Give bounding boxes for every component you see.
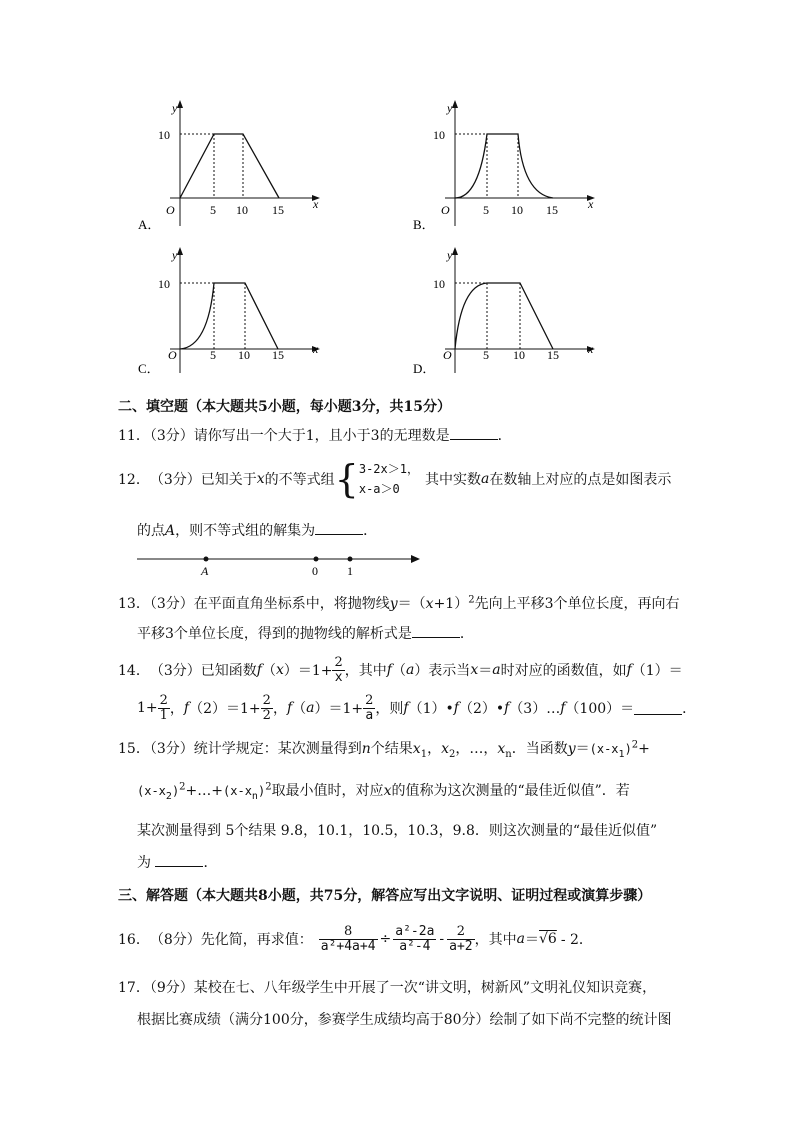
denominator: a²-4 xyxy=(399,938,431,954)
section2-heading: 二、填空题（本大题共5小题，每小题3分，共15分） xyxy=(118,399,451,415)
graph-a-svg xyxy=(130,96,330,236)
q-score: （3分） xyxy=(149,472,201,488)
one-label: 1 xyxy=(347,564,353,578)
q-text: ÷ xyxy=(379,931,392,947)
y-label: y xyxy=(172,101,178,115)
x-tick-5: 5 xyxy=(483,203,489,217)
x-tick-5: 5 xyxy=(483,348,489,362)
q-number: 13． xyxy=(118,596,150,612)
x-label: x xyxy=(588,342,594,356)
var-x: x xyxy=(425,596,434,612)
curve xyxy=(180,283,278,349)
var-y: y xyxy=(389,596,398,612)
var-a: a xyxy=(492,662,501,678)
var-a: a xyxy=(405,662,415,678)
q-text: ，其中 xyxy=(344,663,387,679)
term: ) xyxy=(171,784,180,798)
q-text: ， xyxy=(272,701,287,717)
x-label: x xyxy=(588,197,594,211)
numerator: 2 xyxy=(334,654,343,670)
q-text: +…+ xyxy=(185,783,224,799)
q-text: （ xyxy=(261,663,276,679)
question-14 xyxy=(118,652,683,688)
graph-b xyxy=(405,96,605,236)
x-tick-15: 15 xyxy=(272,203,284,217)
superscript: 2 xyxy=(468,594,475,606)
inequality-2: x-a＞0 xyxy=(358,482,400,496)
curve xyxy=(180,134,279,198)
subscript: n xyxy=(505,748,512,760)
q-score: （3分） xyxy=(149,596,194,612)
term: ) xyxy=(624,742,632,756)
var-x: x xyxy=(441,741,449,757)
q-text: 为 xyxy=(137,855,151,871)
var-f: f xyxy=(256,662,262,678)
one-dot xyxy=(348,557,353,562)
fraction xyxy=(393,925,436,953)
var-x: x xyxy=(275,662,284,678)
q-text: （1）＝ xyxy=(631,663,683,679)
q-text: ．当函数 xyxy=(511,741,568,757)
q-text: 某校在七、八年级学生中开展了一次“讲文明，树新风”文明礼仪知识竞赛， xyxy=(193,980,657,996)
point-a-label: A xyxy=(201,564,209,578)
y-label: y xyxy=(447,248,453,262)
number-line xyxy=(135,548,425,578)
q-text: （3）… xyxy=(509,701,561,717)
var-n: n xyxy=(361,741,371,757)
graph-c xyxy=(130,243,330,383)
q-text: - 2． xyxy=(560,932,593,948)
q-text: 先向上平移3个单位长度，再向右 xyxy=(474,596,680,612)
q-end: ． xyxy=(497,428,512,444)
question-13 xyxy=(118,593,680,613)
q-text: 的点 xyxy=(137,523,165,539)
question-12 xyxy=(118,456,671,502)
var-a: a xyxy=(516,931,525,947)
question-11 xyxy=(118,425,512,445)
fraction xyxy=(363,694,375,722)
subscript: 1 xyxy=(618,748,625,760)
q-text: 已知关于 xyxy=(200,472,257,488)
q-number: 16． xyxy=(118,932,150,948)
fraction xyxy=(261,694,273,722)
y-arrow xyxy=(177,247,183,255)
q-text: ＝（ xyxy=(397,596,426,612)
var-x: x xyxy=(256,471,265,487)
question-15-line2 xyxy=(137,780,630,802)
question-15 xyxy=(118,738,650,760)
answer-blank[interactable] xyxy=(450,427,498,440)
graph-c-svg xyxy=(130,243,330,383)
denominator: a+2 xyxy=(449,938,473,954)
q-score: （3分） xyxy=(149,428,194,444)
x-tick-10: 10 xyxy=(236,203,248,217)
graph-d xyxy=(405,243,605,383)
x-label: x xyxy=(313,197,319,211)
q-text: ， xyxy=(427,741,442,757)
denominator: 2 xyxy=(262,707,271,723)
inequality-1: 3-2x＞1， xyxy=(358,462,419,476)
q-text: 个结果 xyxy=(370,741,413,757)
y-label: y xyxy=(172,248,178,262)
term: ) xyxy=(257,784,266,798)
q-text: ）＝1+ xyxy=(283,663,333,679)
y-tick-label: 10 xyxy=(433,277,445,291)
q-score: （9分） xyxy=(149,980,194,996)
option-label: B． xyxy=(413,217,435,232)
q-number: 15． xyxy=(118,741,150,757)
curve xyxy=(455,283,553,349)
q-text: （2）＝1+ xyxy=(189,701,261,717)
q-text: 取最小值时，对应 xyxy=(271,783,384,799)
section3-heading: 三、解答题（本大题共8小题，共75分，解答应写出文字说明、证明过程或演算步骤） xyxy=(118,888,652,904)
q-score: （3分） xyxy=(149,663,201,679)
q-text: ， xyxy=(169,701,184,717)
q-text: 的值称为这次测量的“最佳近似值”．若 xyxy=(391,783,630,799)
curve xyxy=(455,134,553,198)
number-line-svg xyxy=(135,548,425,578)
q-text: + xyxy=(638,741,650,757)
q-text: ，…， xyxy=(455,741,498,757)
numerator: 8 xyxy=(319,925,378,940)
q-text: （1）• xyxy=(408,701,454,717)
q-number: 14． xyxy=(118,663,150,679)
subscript: 2 xyxy=(165,790,172,802)
q-score: （3分） xyxy=(149,741,194,757)
subscript: 1 xyxy=(420,748,428,760)
superscript: 2 xyxy=(179,781,186,793)
var-a: a xyxy=(480,471,490,487)
q-number: 17． xyxy=(118,980,150,996)
question-15-line3: 某次测量得到 5个结果 9.8，10.1，10.5，10.3，9.8．则这次测量的“最佳近似值” xyxy=(137,823,658,839)
x-tick-10: 10 xyxy=(511,203,523,217)
superscript: 2 xyxy=(265,781,272,793)
option-label: C． xyxy=(138,361,160,376)
answer-blank[interactable] xyxy=(412,625,460,638)
q-text: 1+ xyxy=(137,700,158,716)
q-text: 其中实数 xyxy=(424,472,481,488)
var-x: x xyxy=(383,783,392,799)
x-tick-15: 15 xyxy=(547,348,559,362)
zero-dot xyxy=(314,557,319,562)
term: (x-x xyxy=(223,784,252,798)
x-tick-5: 5 xyxy=(210,348,216,362)
fraction xyxy=(447,925,474,953)
q-text: ，其中 xyxy=(474,932,517,948)
y-tick-label: 10 xyxy=(433,128,445,142)
q-text: ，则不等式组的解集为 xyxy=(175,523,316,539)
q-text: ＝ xyxy=(478,663,493,679)
denominator: 1 xyxy=(159,707,168,723)
term: (x-x xyxy=(589,742,619,756)
q-text: 请你写出一个大于1，且小于3的无理数是 xyxy=(193,428,450,444)
inequality-system xyxy=(359,459,419,499)
q-text: 时对应的函数值，如 xyxy=(500,663,627,679)
q-text: 先化简，再求值： xyxy=(200,932,313,948)
x-tick-10: 10 xyxy=(238,348,250,362)
q-text: （ xyxy=(292,701,307,717)
x-tick-15: 15 xyxy=(546,203,558,217)
question-12-line2 xyxy=(137,520,377,540)
y-arrow xyxy=(452,247,458,255)
q-text: 在平面直角坐标系中，将抛物线 xyxy=(193,596,390,612)
q-text: - xyxy=(439,931,445,947)
var-f: f xyxy=(560,700,566,716)
q-text: 已知函数 xyxy=(200,663,257,679)
q-text: （100）＝ xyxy=(565,701,635,717)
var-f: f xyxy=(504,700,510,716)
q-text: 统计学规定：某次测量得到 xyxy=(193,741,362,757)
x-tick-15: 15 xyxy=(272,348,284,362)
question-16 xyxy=(118,918,593,960)
subscript: 2 xyxy=(448,748,456,760)
var-f: f xyxy=(386,662,392,678)
q-text: ＝ xyxy=(525,932,539,948)
q-text: +1） xyxy=(433,596,469,612)
graph-b-svg xyxy=(405,96,605,236)
q-text: ＝ xyxy=(575,741,590,757)
var-a: a xyxy=(306,700,315,716)
question-17-line2: 根据比赛成绩（满分100分，参赛学生成绩均高于80分）绘制了如下尚不完整的统计图 xyxy=(137,1012,672,1028)
q-number: 11． xyxy=(118,428,150,444)
var-f: f xyxy=(403,700,409,716)
answer-blank[interactable] xyxy=(315,522,363,535)
fraction xyxy=(332,656,344,684)
x-tick-5: 5 xyxy=(210,203,216,217)
point-a: A xyxy=(165,523,176,539)
var-f: f xyxy=(286,700,293,716)
option-label: A． xyxy=(138,217,161,232)
q-end: ． xyxy=(459,626,474,642)
y-tick-label: 10 xyxy=(158,277,170,291)
fraction xyxy=(158,694,170,722)
graph-a xyxy=(130,96,330,236)
q-text: 的不等式组 xyxy=(264,472,335,488)
fraction xyxy=(319,925,378,953)
var-f: f xyxy=(453,700,459,716)
question-17 xyxy=(118,977,656,997)
denominator: a²+4a+4 xyxy=(320,938,376,954)
q-text: ）表示当 xyxy=(414,663,471,679)
numerator: a²-2a xyxy=(395,923,435,939)
origin-label: O xyxy=(443,348,452,362)
origin-label: O xyxy=(166,203,175,217)
var-x: x xyxy=(470,662,479,678)
zero-label: 0 xyxy=(312,564,318,578)
y-label: y xyxy=(447,101,453,115)
denominator: a xyxy=(365,707,374,723)
q-text: ，则 xyxy=(375,701,404,717)
brace-symbol: { xyxy=(334,457,359,501)
number-line-arrow xyxy=(411,555,420,563)
var-f: f xyxy=(626,662,632,678)
q-text: （2）• xyxy=(458,701,505,717)
var-x: x xyxy=(497,741,506,757)
question-13-line2 xyxy=(137,623,474,643)
q-end: ． xyxy=(203,855,218,871)
question-14-line2 xyxy=(137,690,696,726)
y-tick-label: 10 xyxy=(158,128,170,142)
var-y: y xyxy=(567,741,576,757)
graph-d-svg xyxy=(405,243,605,383)
subscript: n xyxy=(251,790,258,802)
point-a-dot xyxy=(204,557,209,562)
term: (x-x xyxy=(137,784,166,798)
q-end: ． xyxy=(363,523,378,539)
numerator: 2 xyxy=(365,692,374,708)
answer-blank[interactable] xyxy=(634,702,682,715)
q-end: ． xyxy=(682,701,697,717)
var-x: x xyxy=(412,741,421,757)
sqrt-expression: √6 xyxy=(539,931,557,947)
q-text: ）＝1+ xyxy=(314,701,364,717)
numerator: 2 xyxy=(159,692,168,708)
answer-blank[interactable] xyxy=(155,854,203,867)
numerator: 2 xyxy=(262,692,271,708)
q-text: （ xyxy=(391,663,406,679)
numerator: 2 xyxy=(447,925,474,940)
q-score: （8分） xyxy=(149,932,201,948)
superscript: 2 xyxy=(631,739,639,751)
denominator: x xyxy=(334,669,343,685)
q-number: 12． xyxy=(118,472,150,488)
var-f: f xyxy=(183,700,190,716)
origin-label: O xyxy=(441,203,450,217)
question-15-line4 xyxy=(137,852,217,872)
x-label: x xyxy=(313,342,319,356)
q-text: 平移3个单位长度，得到的抛物线的解析式是 xyxy=(137,626,412,642)
origin-label: O xyxy=(168,348,177,362)
x-tick-10: 10 xyxy=(513,348,525,362)
option-label: D． xyxy=(413,361,436,376)
y-arrow xyxy=(452,100,458,108)
y-arrow xyxy=(177,100,183,108)
q-text: 在数轴上对应的点是如图表示 xyxy=(489,472,672,488)
